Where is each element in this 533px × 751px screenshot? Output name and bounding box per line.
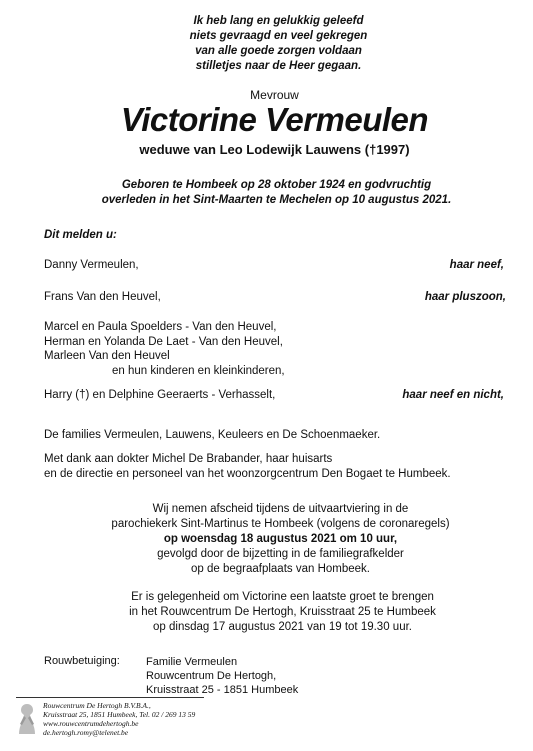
poem-line: Ik heb lang en gelukkig geleefd [193,15,364,27]
visit-line: op dinsdag 17 augustus 2021 van 19 tot 19.30 uur. [153,621,412,633]
salutation: Mevrouw [250,88,299,102]
family-row-danny [44,259,504,271]
footer-website: www.rouwcentrumdehertogh.be [43,719,139,728]
ceremony-line: gevolgd door de bijzetting in de familiegrafkelder [157,548,404,560]
announce-heading: Dit melden u: [44,229,117,241]
poem-line: van alle goede zorgen voldaan [195,45,362,57]
ceremony-line: Wij nemen afscheid tijdens de uitvaartviering in de [152,503,409,515]
ceremony-line: op de begraafplaats van Hombeek. [190,563,370,575]
family-group-line: Marcel en Paula Spoelders - Van den Heuvel, [44,321,277,333]
poem-line: niets gevraagd en veel gekregen [189,30,368,42]
families-line: De families Vermeulen, Lauwens, Keuleers en De Schoenmaeker. [44,429,381,441]
family-row-frans [44,291,506,303]
family-relation: haar pluszoon, [424,291,506,303]
condolence-addresses [146,655,298,697]
thanks-line: Met dank aan dokter Michel De Brabander, haar huisarts [44,453,333,465]
family-group-line: Marleen Van den Heuvel [44,350,170,362]
ceremony-date: op woensdag 18 augustus 2021 om 10 uur, [163,533,398,545]
poem [0,14,533,74]
footer-email: de.hertogh.romy@telenet.be [43,728,129,737]
family-group-sub: en hun kinderen en kleinkinderen, [112,364,285,377]
family-group [44,320,285,378]
ceremony-line: parochiekerk Sint-Martinus te Hombeek (volgens de coronaregels) [111,518,450,530]
family-relation: haar neef, [449,259,504,271]
footer-divider [16,697,204,698]
visit-line: Er is gelegenheid om Victorine een laatste groet te brengen [131,591,434,603]
condolence-label: Rouwbetuiging: [44,655,120,667]
birth-death [10,178,533,208]
deceased-name: Victorine Vermeulen [120,101,429,138]
ceremony [14,502,533,577]
family-relation: haar neef en nicht, [402,389,504,401]
visitation [16,590,533,635]
footer-line: Rouwcentrum De Hertogh B.V.B.A., [43,701,151,710]
poem-line: stilletjes naar de Heer gegaan. [195,60,362,72]
funeral-home-logo-icon [16,702,38,736]
visit-line: in het Rouwcentrum De Hertogh, Kruisstraat 25 te Humbeek [129,606,436,618]
condolence-line: Kruisstraat 25 - 1851 Humbeek [146,684,299,696]
thanks-line: en de directie en personeel van het woonzorgcentrum Den Bogaet te Humbeek. [44,467,451,480]
thanks [44,452,451,481]
family-row-harry [44,389,504,401]
condolence-line: Familie Vermeulen [146,656,238,668]
birth-line: Geboren te Hombeek op 28 oktober 1924 en godvruchtig [121,179,432,191]
family-name: Frans Van den Heuvel, [44,291,161,303]
widow-of: weduwe van Leo Lodewijk Lauwens (†1997) [139,142,410,157]
family-name: Harry (†) en Delphine Geeraerts - Verhasselt, [44,389,276,401]
footer-line: Kruisstraat 25, 1851 Humbeek, Tel. 02 / 269 13 59 [43,710,196,719]
funeral-home-footer [43,701,195,737]
family-name: Danny Vermeulen, [44,259,139,271]
family-group-line: Herman en Yolanda De Laet - Van den Heuvel, [44,335,283,348]
condolence-line: Rouwcentrum De Hertogh, [146,670,277,682]
death-line: overleden in het Sint-Maarten te Mechelen op 10 augustus 2021. [101,194,452,206]
